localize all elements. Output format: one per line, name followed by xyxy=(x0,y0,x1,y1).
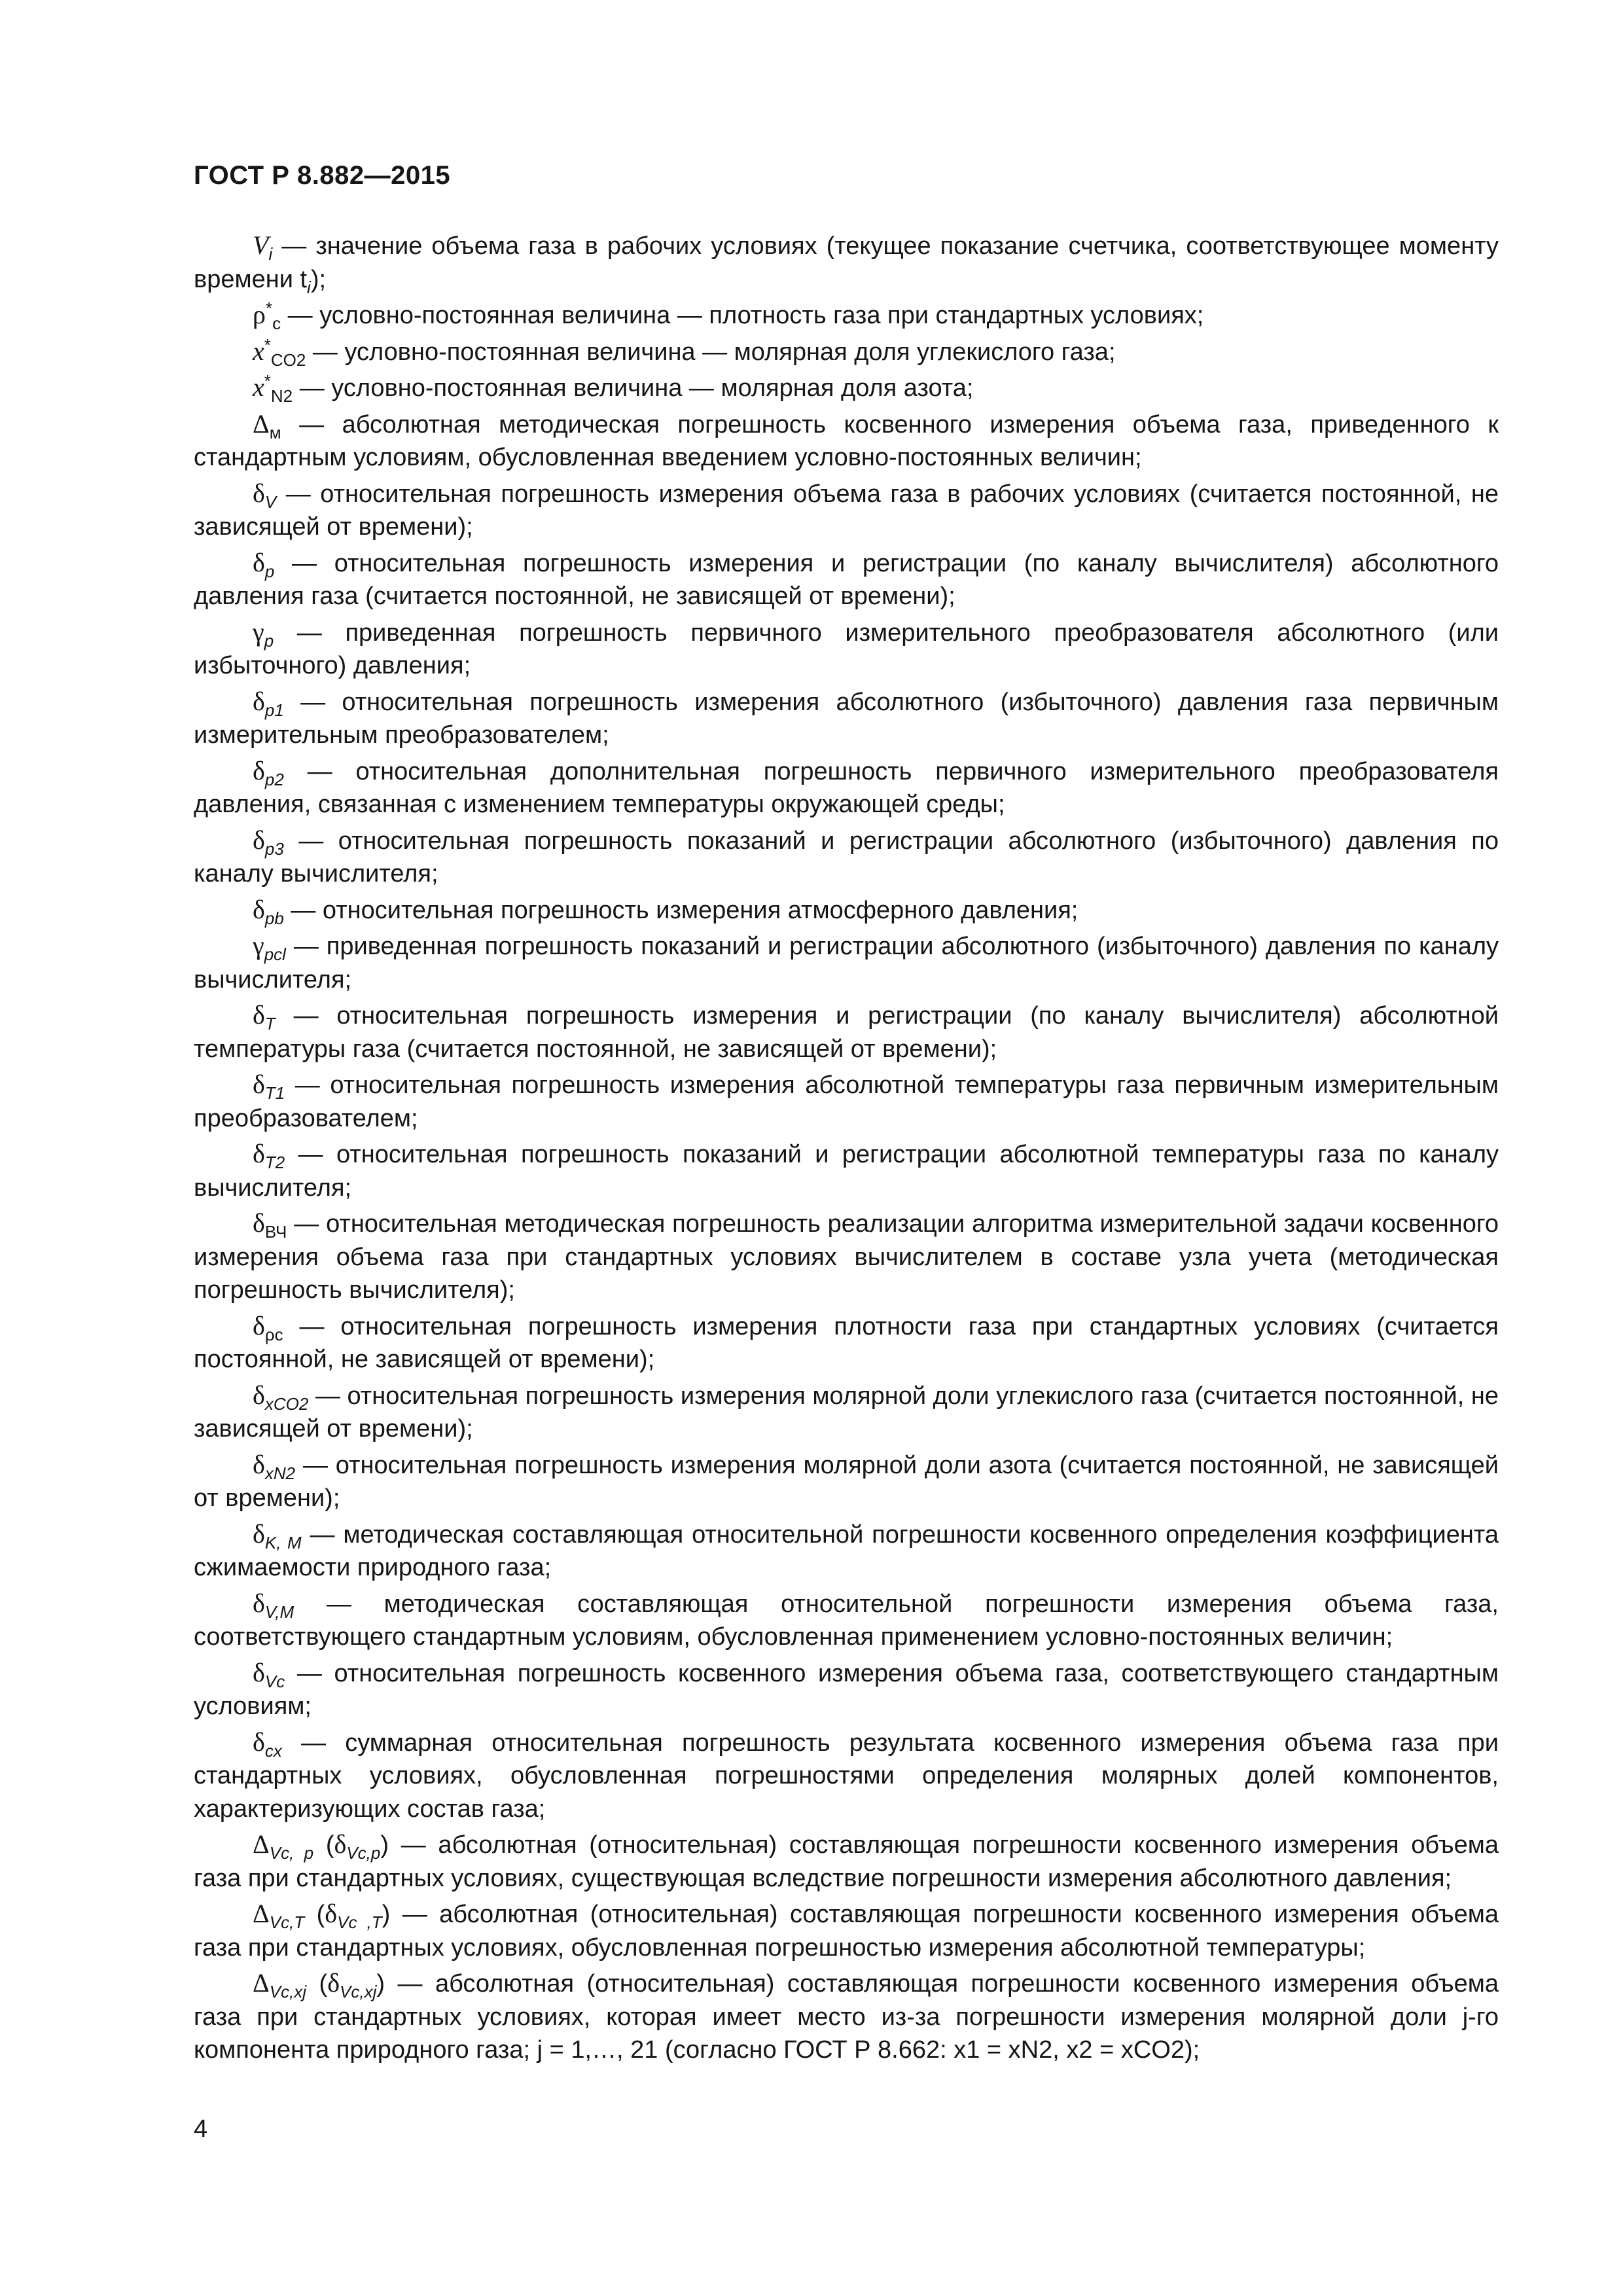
definition-symbol: ρ xyxy=(253,300,266,329)
definition-text: — относительная дополнительная погрешность первичного измерительного преобразователя давления, связанная с изменением температуры окружающей среды; xyxy=(194,757,1499,818)
definition-item: $\Delta_{Vc, p}$ $(\delta_{Vc,p})$ — абсолютная (относительная) составляющая погрешности косвенного измерения объема газа при стандартных условиях, существующая вследствие погрешности измерения абсолютного давления; xyxy=(194,1829,1499,1892)
definition-symbol: δ xyxy=(253,547,265,577)
definition-text: — условно-постоянная величина — плотность газа при стандартных условиях; xyxy=(287,302,1204,329)
definition-text: — относительная погрешность измерения объема газа в рабочих условиях (считается постоянной, не зависящей от времени); xyxy=(194,480,1499,541)
page-number: 4 xyxy=(194,2115,208,2143)
definition-text: — абсолютная (относительная) составляющая погрешности косвенного измерения объема газа при стандартных условиях, которая имеет место из-за погрешности измерения молярной доли j-го компонента природного газа; j = 1,…, 21 (согласно ГОСТ Р 8.662: x1 = xN2, x2 = xCO2); xyxy=(194,1970,1499,2064)
definition-text: — методическая составляющая относительной погрешности измерения объема газа, соответствующего стандартным условиям, обусловленная применением условно-постоянных величин; xyxy=(194,1590,1499,1651)
definition-symbol: Δ xyxy=(253,408,270,439)
definition-text: — относительная погрешность показаний и регистрации абсолютной температуры газа по каналу вычислителя; xyxy=(194,1141,1499,1202)
definition-item: $\delta_{cx}$ — суммарная относительная погрешность результата косвенного измерения объема газа при стандартных условиях, обусловленная погрешностями определения молярных долей компонентов, характеризующих состав газа; xyxy=(194,1727,1499,1823)
definition-text: — относительная погрешность измерения и регистрации (по каналу вычислителя) абсолютной температуры газа (считается постоянной, не зависящей от времени); xyxy=(194,1002,1499,1063)
definition-symbol: δ xyxy=(253,1588,265,1618)
definition-text: — относительная погрешность измерения молярной доли азота (считается постоянной, не зависящей от времени); xyxy=(194,1451,1499,1512)
definition-symbol: δ xyxy=(253,1518,265,1549)
definition-text: — относительная методическая погрешность реализации алгоритма измерительной задачи косвенного измерения объема газа при стандартных условиях вычислителем в составе узла учета (методическая погрешность вычислителя); xyxy=(194,1210,1499,1304)
definition-symbol: Δ xyxy=(253,1899,270,1928)
definition-item: $\delta_V$ — относительная погрешность измерения объема газа в рабочих условиях (считается постоянной, не зависящей от времени); xyxy=(194,478,1499,541)
definitions-list xyxy=(194,229,1499,2070)
definition-item: $\gamma_{pcl}$ — приведенная погрешность показаний и регистрации абсолютного (избыточного) давления по каналу вычислителя; xyxy=(194,931,1499,994)
definition-text: — условно-постоянная величина — молярная доля углекислого газа; xyxy=(312,338,1116,366)
definition-symbol: δ xyxy=(253,1380,265,1410)
definition-symbol: δ xyxy=(253,1000,265,1030)
definition-item: $\delta_{T1}$ — относительная погрешность измерения абсолютной температуры газа первичным измерительным преобразователем; xyxy=(194,1069,1499,1132)
definition-symbol: Δ xyxy=(253,1968,270,1998)
definition-item: $\delta_{ВЧ}$ — относительная методическая погрешность реализации алгоритма измерительной задачи косвенного измерения объема газа при стандартных условиях вычислителем в составе узла учета (методическая погрешность вычислителя); xyxy=(194,1208,1499,1304)
definition-text: — абсолютная (относительная) составляющая погрешности косвенного измерения объема газа при стандартных условиях, существующая вследствие погрешности измерения абсолютного давления; xyxy=(194,1831,1499,1892)
definition-item: $\gamma_p$ — приведенная погрешность первичного измерительного преобразователя абсолютного (или избыточного) давления; xyxy=(194,617,1499,679)
definition-symbol: δ xyxy=(253,478,265,508)
definition-symbol: x xyxy=(253,372,264,402)
definition-symbol: δ xyxy=(253,1139,265,1168)
definition-item: $\delta_p$ — относительная погрешность измерения и регистрации (по каналу вычислителя) абсолютного давления газа (считается постоянной, не зависящей от времени); xyxy=(194,547,1499,610)
definition-item: $\delta_{p2}$ — относительная дополнительная погрешность первичного измерительного преобразователя давления, связанная с изменением температуры окружающей среды; xyxy=(194,755,1499,818)
definition-item: $\delta_{p1}$ — относительная погрешность измерения абсолютного (избыточного) давления газа первичным измерительным преобразователем; xyxy=(194,686,1499,749)
definition-text: — относительная погрешность измерения плотности газа при стандартных условиях (считается постоянной, не зависящей от времени); xyxy=(194,1312,1499,1373)
definition-text: — относительная погрешность показаний и регистрации абсолютного (избыточного) давления по каналу вычислителя; xyxy=(194,827,1499,888)
definition-item: $\Delta_м$ — абсолютная методическая погрешность косвенного измерения объема газа, приведенного к стандартным условиям, обусловленная введением условно-постоянных величин; xyxy=(194,408,1499,471)
definition-item: $\delta_{T2}$ — относительная погрешность показаний и регистрации абсолютной температуры газа по каналу вычислителя; xyxy=(194,1139,1499,1202)
definition-text: — относительная погрешность измерения молярной доли углекислого газа (считается постоянной, не зависящей от времени); xyxy=(194,1382,1499,1443)
definition-symbol: δ xyxy=(253,825,265,855)
definition-item: $\delta_{xN2}$ — относительная погрешность измерения молярной доли азота (считается постоянной, не зависящей от времени); xyxy=(194,1449,1499,1512)
definition-item: $\Delta_{Vc,T}$ $(\delta_{Vc ,T})$ — абсолютная (относительная) составляющая погрешности косвенного измерения объема газа при стандартных условиях, обусловленная погрешностью измерения абсолютной температуры; xyxy=(194,1899,1499,1962)
definition-symbol: δ xyxy=(253,1727,265,1757)
definition-symbol: Δ xyxy=(253,1829,270,1859)
definition-text: — приведенная погрешность первичного измерительного преобразователя абсолютного (или избыточного) давления; xyxy=(194,619,1499,679)
definition-symbol: δ xyxy=(253,1657,265,1687)
definition-symbol: δ xyxy=(253,1208,265,1238)
definition-text: — значение объема газа в рабочих условиях (текущее показание счетчика, соответствующее моменту времени t xyxy=(194,232,1499,293)
document-code-header: ГОСТ Р 8.882—2015 xyxy=(194,161,451,190)
definition-symbol: δ xyxy=(253,1310,265,1340)
definition-symbol: δ xyxy=(253,755,265,785)
definition-symbol: γ xyxy=(253,617,264,647)
definition-item: $\delta_{pb}$ — относительная погрешность измерения атмосферного давления; xyxy=(253,894,1079,928)
definition-item: $x^*_{N2}$ — условно-постоянная величина — молярная доля азота; xyxy=(253,371,974,406)
definition-text: — абсолютная методическая погрешность косвенного измерения объема газа, приведенного к стандартным условиям, обусловленная введением условно-постоянных величин; xyxy=(194,410,1499,471)
definition-item: $\delta_T$ — относительная погрешность измерения и регистрации (по каналу вычислителя) абсолютной температуры газа (считается постоянной, не зависящей от времени); xyxy=(194,1000,1499,1063)
definition-item: $\delta_{V,M}$ — методическая составляющая относительной погрешности измерения объема газа, соответствующего стандартным условиям, обусловленная применением условно-постоянных величин; xyxy=(194,1588,1499,1651)
definition-text: — относительная погрешность измерения абсолютного (избыточного) давления газа первичным измерительным преобразователем; xyxy=(194,688,1499,749)
definition-symbol: x xyxy=(253,336,264,366)
definition-text: — суммарная относительная погрешность результата косвенного измерения объема газа при стандартных условиях, обусловленная погрешностями определения молярных долей компонентов, характеризующих состав газа; xyxy=(194,1729,1499,1823)
definition-item: $x^*_{CO2}$ — условно-постоянная величина — молярная доля углекислого газа; xyxy=(253,334,1116,370)
definition-text: — методическая составляющая относительной погрешности косвенного определения коэффициента сжимаемости природного газа; xyxy=(194,1520,1499,1581)
definition-text: — условно-постоянная величина — молярная доля азота; xyxy=(299,374,974,402)
definition-item: $\delta_{Vc}$ — относительная погрешность косвенного измерения объема газа, соответствующего стандартным условиям; xyxy=(194,1657,1499,1720)
definition-symbol: V xyxy=(253,230,269,260)
definition-item: $\delta_{xCO2}$ — относительная погрешность измерения молярной доли углекислого газа (считается постоянной, не зависящей от времени); xyxy=(194,1380,1499,1443)
definition-item: $\delta_{p3}$ — относительная погрешность показаний и регистрации абсолютного (избыточного) давления по каналу вычислителя; xyxy=(194,825,1499,888)
definition-symbol: δ xyxy=(253,686,265,716)
definition-item: $\delta_{\rho c}$ — относительная погрешность измерения плотности газа при стандартных условиях (считается постоянной, не зависящей от времени); xyxy=(194,1310,1499,1373)
definition-symbol: δ xyxy=(253,1069,265,1099)
definition-symbol: δ xyxy=(253,894,265,924)
definition-item: $V_i$ — значение объема газа в рабочих условиях (текущее показание счетчика, соответствующее моменту времени $t_i$); xyxy=(194,230,1499,297)
definition-symbol: δ xyxy=(253,1449,265,1479)
definition-text: — относительная погрешность косвенного измерения объема газа, соответствующего стандартным условиям; xyxy=(194,1659,1499,1720)
definition-text: — приведенная погрешность показаний и регистрации абсолютного (избыточного) давления по каналу вычислителя; xyxy=(194,933,1499,994)
definition-text: — относительная погрешность измерения абсолютной температуры газа первичным измерительным преобразователем; xyxy=(194,1071,1499,1132)
definition-text: — относительная погрешность измерения атмосферного давления; xyxy=(291,896,1079,924)
definition-item: $\Delta_{Vc,xj}$ $(\delta_{Vc,xj})$ — абсолютная (относительная) составляющая погрешности косвенного измерения объема газа при стандартных условиях, которая имеет место из-за погрешности измерения молярной доли j-го компонента природного газа; j = 1,…, 21 (согласно ГОСТ Р 8.662: x1 = xN2, x2 = xCO2); xyxy=(194,1968,1499,2064)
definition-item: $\rho^*_c$ — условно-постоянная величина — плотность газа при стандартных условиях; xyxy=(253,298,1204,333)
definition-symbol: γ xyxy=(253,931,264,960)
definition-text: — относительная погрешность измерения и регистрации (по каналу вычислителя) абсолютного давления газа (считается постоянной, не зависящей от времени); xyxy=(194,549,1499,610)
definition-item: $\delta_{K, M}$ — методическая составляющая относительной погрешности косвенного определения коэффициента сжимаемости природного газа; xyxy=(194,1518,1499,1581)
definition-text: — абсолютная (относительная) составляющая погрешности косвенного измерения объема газа при стандартных условиях, обусловленная погрешностью измерения абсолютной температуры; xyxy=(194,1901,1499,1962)
